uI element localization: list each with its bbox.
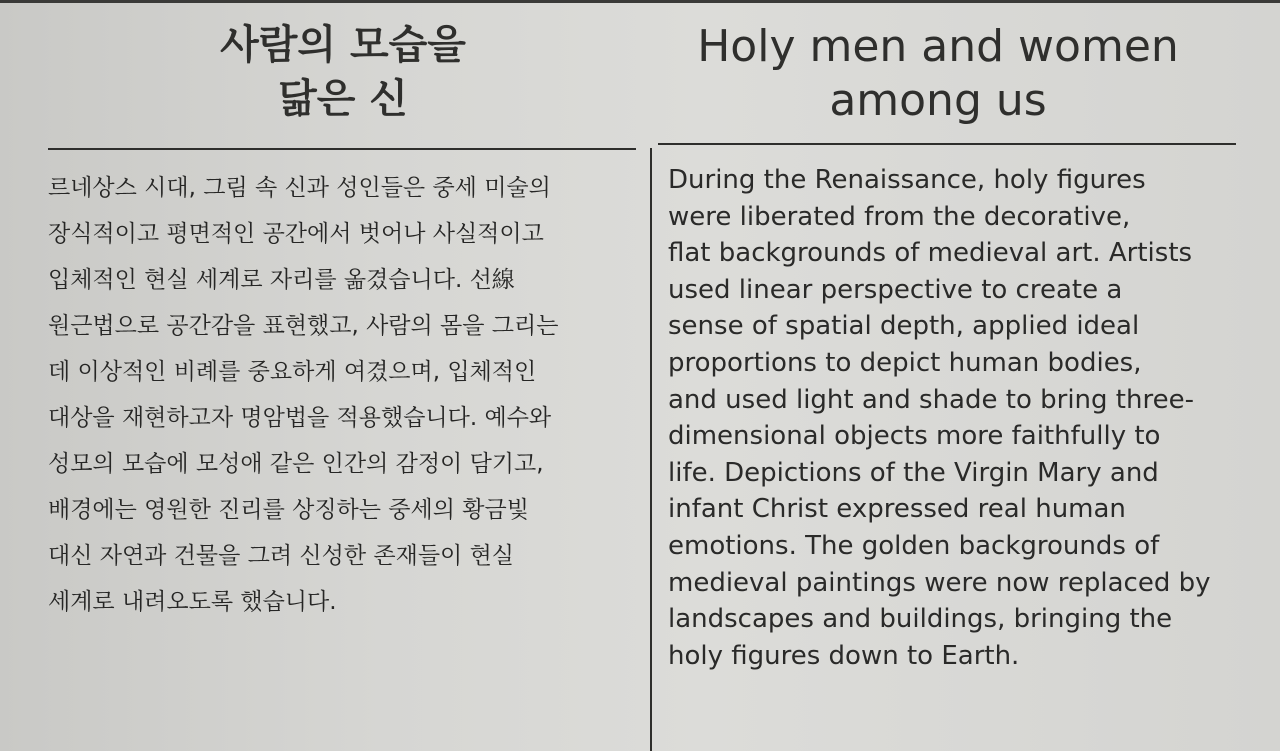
english-body-line: life. Depictions of the Virgin Mary and — [668, 457, 1159, 488]
english-body-line: and used light and shade to bring three- — [668, 384, 1194, 415]
korean-body-line: 입체적인 현실 세계로 자리를 옮겼습니다. 선線 — [48, 267, 515, 293]
english-body-line: During the Renaissance, holy figures — [668, 165, 1146, 195]
english-title-line-1: Holy men and women — [697, 21, 1179, 72]
english-body-line: sense of spatial depth, applied ideal — [668, 311, 1140, 342]
korean-body-line: 배경에는 영원한 진리를 상징하는 중세의 황금빛 — [48, 497, 529, 523]
korean-body-line: 원근법으로 공간감을 표현했고, 사람의 몸을 그리는 — [48, 313, 559, 339]
korean-body-line: 르네상스 시대, 그림 속 신과 성인들은 중세 미술의 — [48, 175, 551, 201]
korean-body-line: 대상을 재현하고자 명암법을 적용했습니다. 예수와 — [48, 405, 552, 431]
korean-body-line: 대신 자연과 건물을 그려 신성한 존재들이 현실 — [48, 543, 515, 569]
top-edge-rule — [0, 0, 1280, 3]
english-body-line: medieval paintings were now replaced by — [668, 567, 1211, 598]
korean-body-line: 데 이상적인 비례를 중요하게 여겼으며, 입체적인 — [48, 359, 537, 385]
english-body-line: infant Christ expressed real human — [668, 494, 1126, 525]
korean-title-rule — [48, 148, 636, 150]
korean-body-line: 장식적이고 평면적인 공간에서 벗어나 사실적이고 — [48, 221, 544, 247]
korean-body-text — [48, 165, 648, 625]
english-body-line: emotions. The golden backgrounds of — [668, 530, 1160, 561]
english-title-line-2: among us — [829, 75, 1047, 126]
english-body-line: used linear perspective to create a — [668, 274, 1123, 305]
korean-title-line-1: 사람의 모습을 — [220, 22, 466, 68]
english-body-line: dimensional objects more faithfully to — [668, 421, 1161, 452]
english-body-line: were liberated from the decorative, — [668, 201, 1131, 232]
korean-title-line-2: 닮은 신 — [278, 76, 408, 122]
korean-body-line: 성모의 모습에 모성애 같은 인간의 감정이 담기고, — [48, 451, 544, 477]
korean-body-line: 세계로 내려오도록 했습니다. — [48, 589, 337, 615]
english-body-line: proportions to depict human bodies, — [668, 347, 1142, 378]
english-body-line: holy figures down to Earth. — [668, 640, 1020, 671]
korean-title — [48, 18, 638, 126]
english-body-text — [668, 162, 1268, 674]
english-title — [658, 20, 1218, 128]
column-divider — [650, 148, 652, 751]
english-title-rule — [658, 143, 1236, 145]
english-body-line: landscapes and buildings, bringing the — [668, 604, 1173, 635]
english-body-line: flat backgrounds of medieval art. Artists — [668, 238, 1193, 269]
